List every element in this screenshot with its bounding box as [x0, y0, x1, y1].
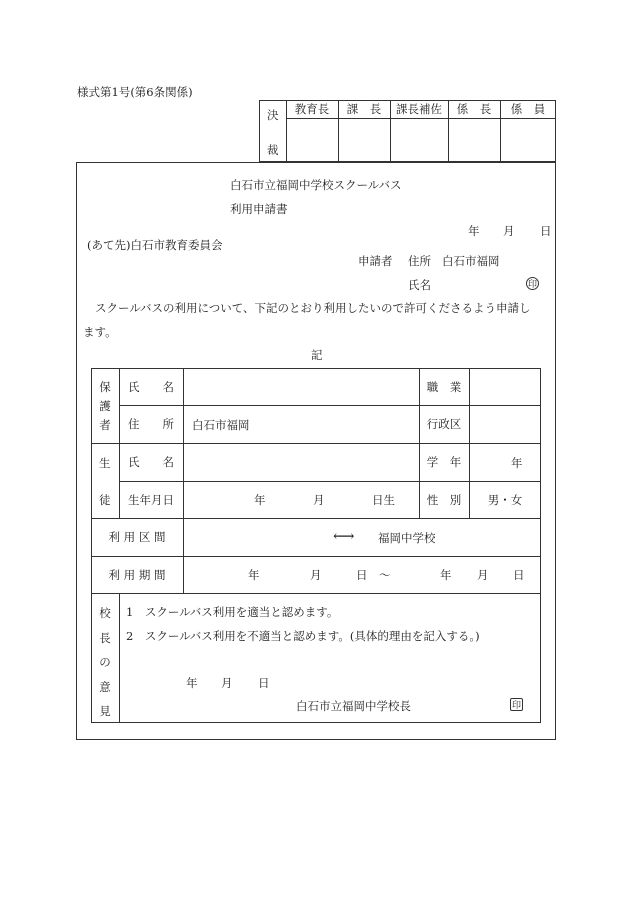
- dob-month: 月: [313, 493, 325, 507]
- dob-day: 日生: [372, 493, 395, 507]
- principal-opinion-label: 校 長 の 意 見: [99, 606, 111, 718]
- sex-label: 性 別: [426, 492, 462, 507]
- opinion-month: 月: [221, 676, 233, 690]
- usage-section-label: 利 用 区 間: [108, 530, 166, 544]
- title-line-1: 白石市立福岡中学校スクールバス: [230, 178, 402, 192]
- applicant-address-value: 白石市福岡: [442, 254, 500, 268]
- period-tilde: 〜: [379, 568, 391, 582]
- period-start-month: 月: [310, 568, 322, 582]
- approval-role-section-chief: 課 長: [346, 102, 382, 116]
- period-end-day: 日: [513, 568, 525, 582]
- opinion-option-2: 2 スクールバス利用を不適当と認めます。(具体的理由を記入する。): [126, 629, 480, 643]
- period-end-year: 年: [440, 568, 452, 582]
- opinion-day: 日: [258, 676, 270, 690]
- admin-area-field[interactable]: [469, 405, 541, 443]
- applicant-name-label: 氏名: [408, 278, 431, 292]
- dob-label: 生年月日: [128, 492, 174, 507]
- principal-seal-icon: 印: [510, 698, 523, 711]
- period-start-year: 年: [248, 568, 260, 582]
- approval-role-subsection-chief: 係 長: [456, 102, 492, 116]
- date-month: 月: [503, 224, 515, 238]
- usage-period-label: 利 用 期 間: [108, 567, 166, 582]
- opinion-year: 年: [186, 676, 198, 690]
- addressee: (あて先)白石市教育委員会: [87, 238, 223, 252]
- student-name-label: 氏 名: [128, 455, 174, 469]
- applicant-address-label: 住所: [408, 254, 431, 268]
- date-year: 年: [468, 224, 480, 238]
- title-line-2: 利用申請書: [230, 202, 288, 216]
- student-name-field[interactable]: [183, 443, 419, 481]
- applicant-seal-icon: 印: [526, 277, 539, 290]
- occupation-label: 職 業: [426, 379, 462, 394]
- dob-year: 年: [254, 493, 266, 507]
- grade-label: 学 年: [426, 455, 462, 469]
- grade-unit: 年: [511, 456, 523, 470]
- occupation-field[interactable]: [469, 368, 541, 405]
- guardian-group-label: 保 護 者: [99, 380, 111, 432]
- double-arrow-icon: ⟷: [333, 527, 355, 545]
- approval-label-bottom: 裁: [267, 143, 279, 157]
- sex-value: 男・女: [487, 492, 523, 507]
- opinion-option-1: 1 スクールバス利用を適当と認めます。: [126, 605, 339, 619]
- period-start-day: 日: [356, 568, 368, 582]
- approval-role-superintendent: 教育長: [294, 102, 330, 116]
- guardian-name-label: 氏 名: [128, 379, 174, 394]
- period-end-month: 月: [477, 568, 489, 582]
- guardian-name-field[interactable]: [183, 368, 419, 405]
- form-number-label: 様式第1号(第6条関係): [77, 85, 193, 99]
- approval-role-staff: 係 員: [510, 102, 546, 116]
- student-group-label-1: 生: [99, 456, 111, 470]
- body-text-line-1: スクールバスの利用について、下記のとおり利用したいので許可くださるよう申請し: [95, 301, 531, 315]
- approval-label-top: 決: [267, 108, 279, 122]
- admin-area-label: 行政区: [426, 417, 462, 431]
- ki-note-heading: 記: [311, 348, 323, 362]
- guardian-address-label: 住 所: [128, 417, 174, 431]
- approval-role-deputy-chief: 課長補佐: [396, 102, 442, 116]
- principal-name: 白石市立福岡中学校長: [296, 699, 411, 713]
- usage-section-destination: 福岡中学校: [378, 531, 436, 545]
- date-day: 日: [540, 224, 552, 238]
- body-text-line-2: ます。: [83, 325, 117, 339]
- student-group-label-2: 徒: [99, 493, 111, 507]
- guardian-address-value: 白石市福岡: [192, 418, 250, 432]
- applicant-label: 申請者: [358, 254, 393, 268]
